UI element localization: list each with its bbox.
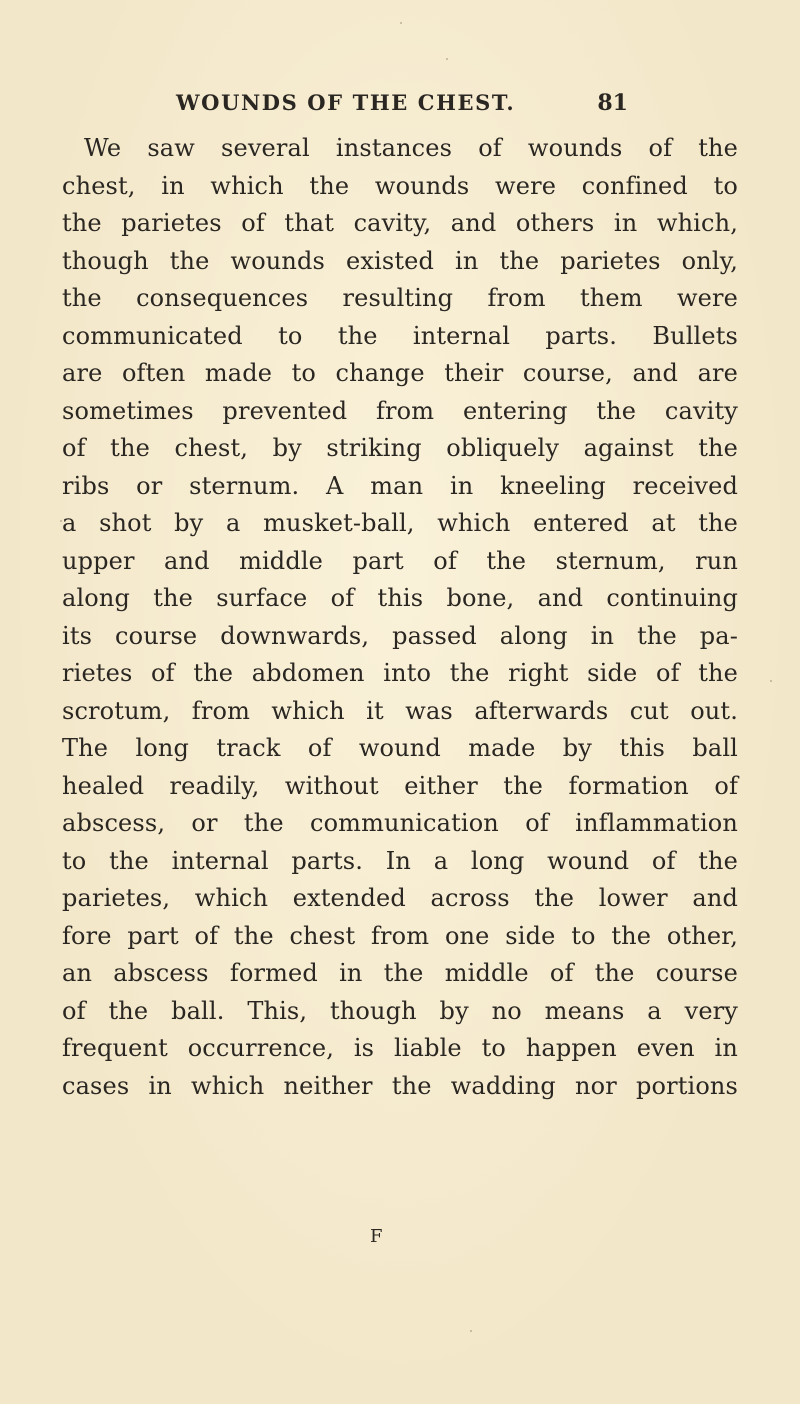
text-line: The long track of wound made by this ball (62, 734, 738, 762)
text-line: parietes, which extended across the lower and (62, 884, 738, 912)
text-line: ribs or sternum. A man in kneeling received (62, 471, 738, 500)
text-line: an abscess formed in the middle of the course (62, 959, 738, 987)
text-line: of the chest, by striking obliquely against the (62, 434, 738, 462)
text-line: We saw several instances of wounds of the (84, 134, 738, 162)
text-line: a shot by a musket-ball, which entered at the (62, 509, 738, 537)
text-line: though the wounds existed in the parietes only, (62, 246, 738, 275)
text-line: sometimes prevented from entering the cavity (62, 396, 738, 425)
text-line: communicated to the internal parts. Bullets (62, 321, 738, 350)
text-line: rietes of the abdomen into the right side of the (62, 659, 738, 687)
text-line: healed readily, without either the formation of (62, 771, 738, 800)
signature-mark: F (370, 1226, 384, 1247)
text-line: cases in which neither the wadding nor portions (62, 1071, 738, 1100)
text-line: the consequences resulting from them were (62, 284, 738, 312)
text-line: scrotum, from which it was afterwards cut out. (62, 696, 738, 725)
text-line: are often made to change their course, and are (62, 359, 738, 387)
text-line: upper and middle part of the sternum, run (62, 546, 738, 575)
page-number: 81 (597, 90, 628, 116)
text-line: of the ball. This, though by no means a very (62, 996, 738, 1025)
paper-speck (446, 58, 448, 60)
paper-speck (400, 22, 402, 24)
text-line: fore part of the chest from one side to the other, (62, 921, 738, 950)
body-paragraph (62, 130, 738, 1105)
text-line: its course downwards, passed along in the pa- (62, 621, 738, 650)
running-head (176, 90, 628, 118)
text-line: frequent occurrence, is liable to happen even in (62, 1034, 738, 1062)
text-line: chest, in which the wounds were confined to (62, 171, 738, 200)
running-title: WOUNDS OF THE CHEST. (176, 90, 516, 115)
text-line: the parietes of that cavity, and others in which, (62, 209, 738, 237)
paper-speck (470, 1330, 472, 1332)
paper-speck (60, 520, 62, 522)
text-line: to the internal parts. In a long wound of the (62, 846, 738, 875)
text-line: abscess, or the communication of inflammation (62, 809, 738, 837)
text-line: along the surface of this bone, and continuing (62, 584, 738, 612)
paper-speck (770, 680, 772, 682)
